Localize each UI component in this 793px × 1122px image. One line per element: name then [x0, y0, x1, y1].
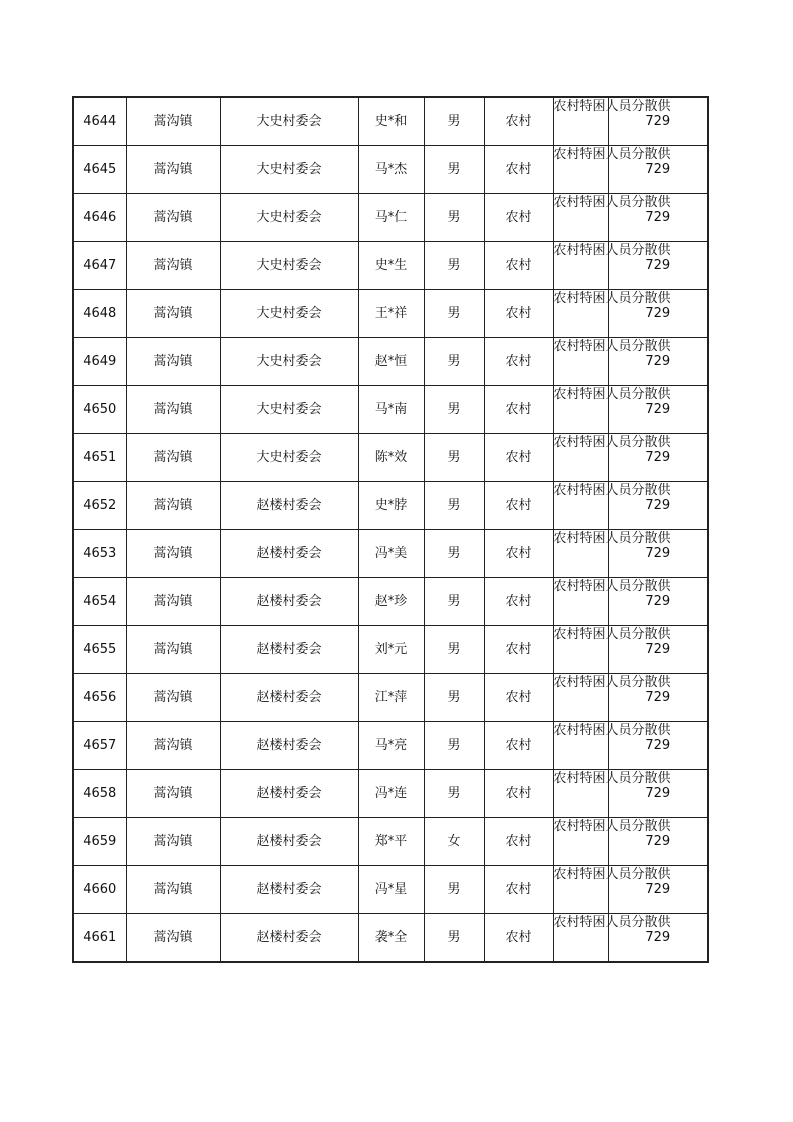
village-committee-cell: 大史村委会 — [220, 146, 358, 194]
village-committee-cell: 大史村委会 — [220, 338, 358, 386]
amount-cell: 729 — [608, 530, 708, 578]
village-committee-cell: 赵楼村委会 — [220, 674, 358, 722]
area-type-cell: 农村 — [484, 674, 553, 722]
serial-number-cell: 4646 — [73, 194, 126, 242]
name-cell: 马*亮 — [358, 722, 424, 770]
table-row — [73, 146, 708, 194]
gender-cell: 男 — [424, 482, 484, 530]
serial-number-cell: 4649 — [73, 338, 126, 386]
amount-cell: 729 — [608, 146, 708, 194]
town-cell: 蒿沟镇 — [126, 242, 220, 290]
gender-cell: 男 — [424, 386, 484, 434]
name-cell: 史*和 — [358, 97, 424, 146]
town-cell: 蒿沟镇 — [126, 914, 220, 963]
name-cell: 刘*元 — [358, 626, 424, 674]
town-cell: 蒿沟镇 — [126, 674, 220, 722]
gender-cell: 女 — [424, 818, 484, 866]
assistance-category-text: 农村特困人员分散供 — [553, 434, 671, 450]
amount-cell: 729 — [608, 242, 708, 290]
gender-cell: 男 — [424, 146, 484, 194]
area-type-cell: 农村 — [484, 97, 553, 146]
assistance-category-text: 农村特困人员分散供 — [553, 770, 671, 786]
assistance-category-text: 农村特困人员分散供 — [553, 626, 671, 642]
area-type-cell: 农村 — [484, 146, 553, 194]
area-type-cell: 农村 — [484, 338, 553, 386]
assistance-category-text: 农村特困人员分散供 — [553, 338, 671, 354]
serial-number-cell: 4653 — [73, 530, 126, 578]
village-committee-cell: 赵楼村委会 — [220, 818, 358, 866]
village-committee-cell: 大史村委会 — [220, 434, 358, 482]
assistance-category-text: 农村特困人员分散供 — [553, 146, 671, 162]
serial-number-cell: 4645 — [73, 146, 126, 194]
village-committee-cell: 赵楼村委会 — [220, 578, 358, 626]
town-cell: 蒿沟镇 — [126, 194, 220, 242]
table-row — [73, 97, 708, 146]
name-cell: 史*脖 — [358, 482, 424, 530]
name-cell: 马*仁 — [358, 194, 424, 242]
gender-cell: 男 — [424, 290, 484, 338]
table-row — [73, 386, 708, 434]
village-committee-cell: 赵楼村委会 — [220, 722, 358, 770]
gender-cell: 男 — [424, 626, 484, 674]
village-committee-cell: 赵楼村委会 — [220, 770, 358, 818]
village-committee-cell: 大史村委会 — [220, 290, 358, 338]
gender-cell: 男 — [424, 722, 484, 770]
table-row — [73, 338, 708, 386]
name-cell: 江*萍 — [358, 674, 424, 722]
gender-cell: 男 — [424, 194, 484, 242]
assistance-category-text: 农村特困人员分散供 — [553, 722, 671, 738]
area-type-cell: 农村 — [484, 530, 553, 578]
amount-cell: 729 — [608, 818, 708, 866]
table-row — [73, 626, 708, 674]
town-cell: 蒿沟镇 — [126, 146, 220, 194]
area-type-cell: 农村 — [484, 482, 553, 530]
area-type-cell: 农村 — [484, 194, 553, 242]
town-cell: 蒿沟镇 — [126, 530, 220, 578]
gender-cell: 男 — [424, 674, 484, 722]
table-row — [73, 674, 708, 722]
town-cell: 蒿沟镇 — [126, 626, 220, 674]
name-cell: 史*生 — [358, 242, 424, 290]
amount-cell: 729 — [608, 674, 708, 722]
assistance-category-text: 农村特困人员分散供 — [553, 674, 671, 690]
gender-cell: 男 — [424, 914, 484, 963]
village-committee-cell: 大史村委会 — [220, 242, 358, 290]
name-cell: 马*杰 — [358, 146, 424, 194]
gender-cell: 男 — [424, 338, 484, 386]
name-cell: 冯*星 — [358, 866, 424, 914]
table-row — [73, 818, 708, 866]
amount-cell: 729 — [608, 578, 708, 626]
assistance-category-text: 农村特困人员分散供 — [553, 578, 671, 594]
area-type-cell: 农村 — [484, 770, 553, 818]
serial-number-cell: 4651 — [73, 434, 126, 482]
area-type-cell: 农村 — [484, 626, 553, 674]
table-row — [73, 194, 708, 242]
town-cell: 蒿沟镇 — [126, 578, 220, 626]
assistance-category-text: 农村特困人员分散供 — [553, 866, 671, 882]
serial-number-cell: 4654 — [73, 578, 126, 626]
area-type-cell: 农村 — [484, 866, 553, 914]
village-committee-cell: 大史村委会 — [220, 386, 358, 434]
serial-number-cell: 4647 — [73, 242, 126, 290]
town-cell: 蒿沟镇 — [126, 97, 220, 146]
table-row — [73, 770, 708, 818]
area-type-cell: 农村 — [484, 386, 553, 434]
table-row — [73, 578, 708, 626]
village-committee-cell: 赵楼村委会 — [220, 482, 358, 530]
town-cell: 蒿沟镇 — [126, 482, 220, 530]
serial-number-cell: 4650 — [73, 386, 126, 434]
town-cell: 蒿沟镇 — [126, 290, 220, 338]
table-row — [73, 242, 708, 290]
area-type-cell: 农村 — [484, 722, 553, 770]
amount-cell: 729 — [608, 770, 708, 818]
name-cell: 赵*恒 — [358, 338, 424, 386]
table-row — [73, 914, 708, 963]
serial-number-cell: 4657 — [73, 722, 126, 770]
assistance-category-text: 农村特困人员分散供 — [553, 98, 671, 114]
gender-cell: 男 — [424, 530, 484, 578]
amount-cell: 729 — [608, 434, 708, 482]
name-cell: 赵*珍 — [358, 578, 424, 626]
town-cell: 蒿沟镇 — [126, 818, 220, 866]
area-type-cell: 农村 — [484, 434, 553, 482]
amount-cell: 729 — [608, 97, 708, 146]
village-committee-cell: 赵楼村委会 — [220, 914, 358, 963]
assistance-category-text: 农村特困人员分散供 — [553, 386, 671, 402]
serial-number-cell: 4659 — [73, 818, 126, 866]
assistance-category-text: 农村特困人员分散供 — [553, 242, 671, 258]
town-cell: 蒿沟镇 — [126, 338, 220, 386]
area-type-cell: 农村 — [484, 290, 553, 338]
serial-number-cell: 4660 — [73, 866, 126, 914]
table-row — [73, 866, 708, 914]
town-cell: 蒿沟镇 — [126, 770, 220, 818]
village-committee-cell: 赵楼村委会 — [220, 626, 358, 674]
area-type-cell: 农村 — [484, 242, 553, 290]
name-cell: 马*南 — [358, 386, 424, 434]
amount-cell: 729 — [608, 914, 708, 963]
assistance-category-text: 农村特困人员分散供 — [553, 194, 671, 210]
area-type-cell: 农村 — [484, 818, 553, 866]
name-cell: 冯*连 — [358, 770, 424, 818]
amount-cell: 729 — [608, 386, 708, 434]
serial-number-cell: 4661 — [73, 914, 126, 963]
gender-cell: 男 — [424, 97, 484, 146]
village-committee-cell: 赵楼村委会 — [220, 866, 358, 914]
amount-cell: 729 — [608, 866, 708, 914]
roster-table — [72, 96, 709, 963]
name-cell: 冯*美 — [358, 530, 424, 578]
area-type-cell: 农村 — [484, 914, 553, 963]
village-committee-cell: 大史村委会 — [220, 194, 358, 242]
gender-cell: 男 — [424, 434, 484, 482]
amount-cell: 729 — [608, 290, 708, 338]
town-cell: 蒿沟镇 — [126, 434, 220, 482]
table-row — [73, 290, 708, 338]
table-row — [73, 530, 708, 578]
gender-cell: 男 — [424, 242, 484, 290]
serial-number-cell: 4656 — [73, 674, 126, 722]
gender-cell: 男 — [424, 866, 484, 914]
name-cell: 郑*平 — [358, 818, 424, 866]
roster-body — [73, 97, 708, 962]
serial-number-cell: 4644 — [73, 97, 126, 146]
serial-number-cell: 4655 — [73, 626, 126, 674]
table-row — [73, 722, 708, 770]
assistance-category-text: 农村特困人员分散供 — [553, 914, 671, 930]
assistance-category-text: 农村特困人员分散供 — [553, 482, 671, 498]
village-committee-cell: 大史村委会 — [220, 97, 358, 146]
serial-number-cell: 4658 — [73, 770, 126, 818]
amount-cell: 729 — [608, 338, 708, 386]
village-committee-cell: 赵楼村委会 — [220, 530, 358, 578]
area-type-cell: 农村 — [484, 578, 553, 626]
name-cell: 王*祥 — [358, 290, 424, 338]
assistance-category-text: 农村特困人员分散供 — [553, 530, 671, 546]
table-row — [73, 434, 708, 482]
gender-cell: 男 — [424, 578, 484, 626]
gender-cell: 男 — [424, 770, 484, 818]
name-cell: 陈*效 — [358, 434, 424, 482]
name-cell: 袭*全 — [358, 914, 424, 963]
amount-cell: 729 — [608, 194, 708, 242]
serial-number-cell: 4652 — [73, 482, 126, 530]
assistance-category-text: 农村特困人员分散供 — [553, 818, 671, 834]
amount-cell: 729 — [608, 626, 708, 674]
town-cell: 蒿沟镇 — [126, 386, 220, 434]
table-row — [73, 482, 708, 530]
serial-number-cell: 4648 — [73, 290, 126, 338]
amount-cell: 729 — [608, 722, 708, 770]
town-cell: 蒿沟镇 — [126, 722, 220, 770]
amount-cell: 729 — [608, 482, 708, 530]
town-cell: 蒿沟镇 — [126, 866, 220, 914]
assistance-category-text: 农村特困人员分散供 — [553, 290, 671, 306]
